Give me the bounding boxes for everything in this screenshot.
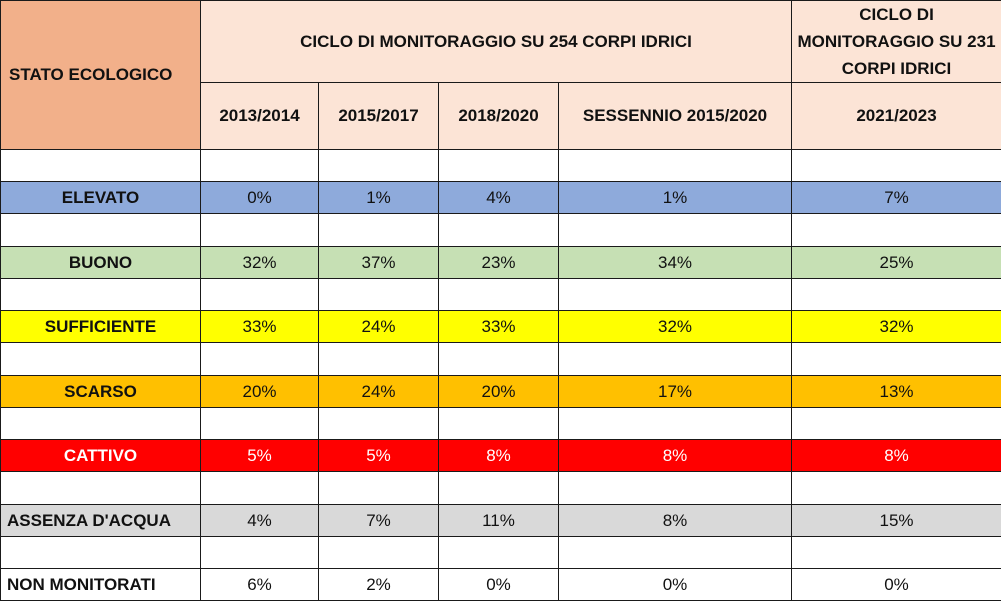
empty-cell: [559, 343, 792, 376]
empty-cell: [559, 150, 792, 182]
empty-cell: [201, 537, 319, 569]
value-cell: 37%: [319, 247, 439, 279]
value-cell: 32%: [792, 311, 1001, 343]
empty-cell: [559, 537, 792, 569]
column-header: 2021/2023: [792, 83, 1001, 150]
empty-cell: [439, 343, 559, 376]
stato-ecologico-header: STATO ECOLOGICO: [1, 1, 201, 150]
empty-cell: [201, 408, 319, 440]
empty-cell: [439, 537, 559, 569]
value-cell: 5%: [201, 440, 319, 472]
status-label: CATTIVO: [1, 440, 201, 472]
empty-cell: [559, 472, 792, 505]
empty-cell: [201, 472, 319, 505]
table-row: [1, 247, 1001, 279]
empty-cell: [319, 279, 439, 311]
value-cell: 0%: [439, 569, 559, 601]
value-cell: 20%: [439, 376, 559, 408]
value-cell: 0%: [201, 182, 319, 214]
value-cell: 20%: [201, 376, 319, 408]
table-row: [1, 505, 1001, 537]
status-label: NON MONITORATI: [1, 569, 201, 601]
empty-cell: [559, 279, 792, 311]
value-cell: 1%: [319, 182, 439, 214]
column-header: 2015/2017: [319, 83, 439, 150]
spacer-row: [1, 537, 1001, 569]
empty-cell: [439, 150, 559, 182]
empty-cell: [319, 408, 439, 440]
value-cell: 34%: [559, 247, 792, 279]
empty-cell: [201, 279, 319, 311]
cycle-254-header: CICLO DI MONITORAGGIO SU 254 CORPI IDRICI: [201, 1, 792, 83]
status-label: SCARSO: [1, 376, 201, 408]
empty-cell: [792, 150, 1001, 182]
spacer-row: [1, 343, 1001, 376]
spacer-row: [1, 279, 1001, 311]
value-cell: 6%: [201, 569, 319, 601]
empty-cell: [792, 343, 1001, 376]
value-cell: 8%: [792, 440, 1001, 472]
empty-cell: [319, 214, 439, 247]
empty-cell: [201, 150, 319, 182]
empty-cell: [439, 279, 559, 311]
value-cell: 15%: [792, 505, 1001, 537]
empty-cell: [559, 214, 792, 247]
empty-cell: [1, 279, 201, 311]
empty-cell: [792, 472, 1001, 505]
spacer-row: [1, 150, 1001, 182]
empty-cell: [201, 214, 319, 247]
empty-cell: [439, 472, 559, 505]
value-cell: 13%: [792, 376, 1001, 408]
empty-cell: [792, 408, 1001, 440]
value-cell: 0%: [792, 569, 1001, 601]
value-cell: 4%: [439, 182, 559, 214]
value-cell: 33%: [439, 311, 559, 343]
value-cell: 8%: [439, 440, 559, 472]
value-cell: 7%: [319, 505, 439, 537]
table-row: [1, 182, 1001, 214]
empty-cell: [559, 408, 792, 440]
value-cell: 17%: [559, 376, 792, 408]
empty-cell: [792, 279, 1001, 311]
table-row: [1, 569, 1001, 601]
empty-cell: [439, 408, 559, 440]
spacer-row: [1, 214, 1001, 247]
empty-cell: [1, 537, 201, 569]
empty-cell: [319, 150, 439, 182]
status-label: SUFFICIENTE: [1, 311, 201, 343]
column-header: SESSENNIO 2015/2020: [559, 83, 792, 150]
value-cell: 0%: [559, 569, 792, 601]
value-cell: 23%: [439, 247, 559, 279]
value-cell: 24%: [319, 376, 439, 408]
value-cell: 25%: [792, 247, 1001, 279]
empty-cell: [1, 472, 201, 505]
empty-cell: [201, 343, 319, 376]
empty-cell: [319, 343, 439, 376]
spacer-row: [1, 408, 1001, 440]
value-cell: 2%: [319, 569, 439, 601]
empty-cell: [1, 150, 201, 182]
empty-cell: [1, 214, 201, 247]
value-cell: 24%: [319, 311, 439, 343]
empty-cell: [792, 537, 1001, 569]
cycle-231-header: CICLO DI MONITORAGGIO SU 231 CORPI IDRICI: [792, 1, 1001, 83]
value-cell: 8%: [559, 440, 792, 472]
value-cell: 32%: [201, 247, 319, 279]
value-cell: 1%: [559, 182, 792, 214]
empty-cell: [792, 214, 1001, 247]
empty-cell: [319, 472, 439, 505]
value-cell: 11%: [439, 505, 559, 537]
value-cell: 5%: [319, 440, 439, 472]
column-header: 2013/2014: [201, 83, 319, 150]
empty-cell: [319, 537, 439, 569]
spacer-row: [1, 472, 1001, 505]
table-row: [1, 440, 1001, 472]
value-cell: 32%: [559, 311, 792, 343]
column-header: 2018/2020: [439, 83, 559, 150]
value-cell: 7%: [792, 182, 1001, 214]
empty-cell: [439, 214, 559, 247]
empty-cell: [1, 408, 201, 440]
value-cell: 8%: [559, 505, 792, 537]
table-row: [1, 311, 1001, 343]
table-row: [1, 376, 1001, 408]
status-label: BUONO: [1, 247, 201, 279]
value-cell: 4%: [201, 505, 319, 537]
empty-cell: [1, 343, 201, 376]
value-cell: 33%: [201, 311, 319, 343]
status-label: ASSENZA D'ACQUA: [1, 505, 201, 537]
status-label: ELEVATO: [1, 182, 201, 214]
